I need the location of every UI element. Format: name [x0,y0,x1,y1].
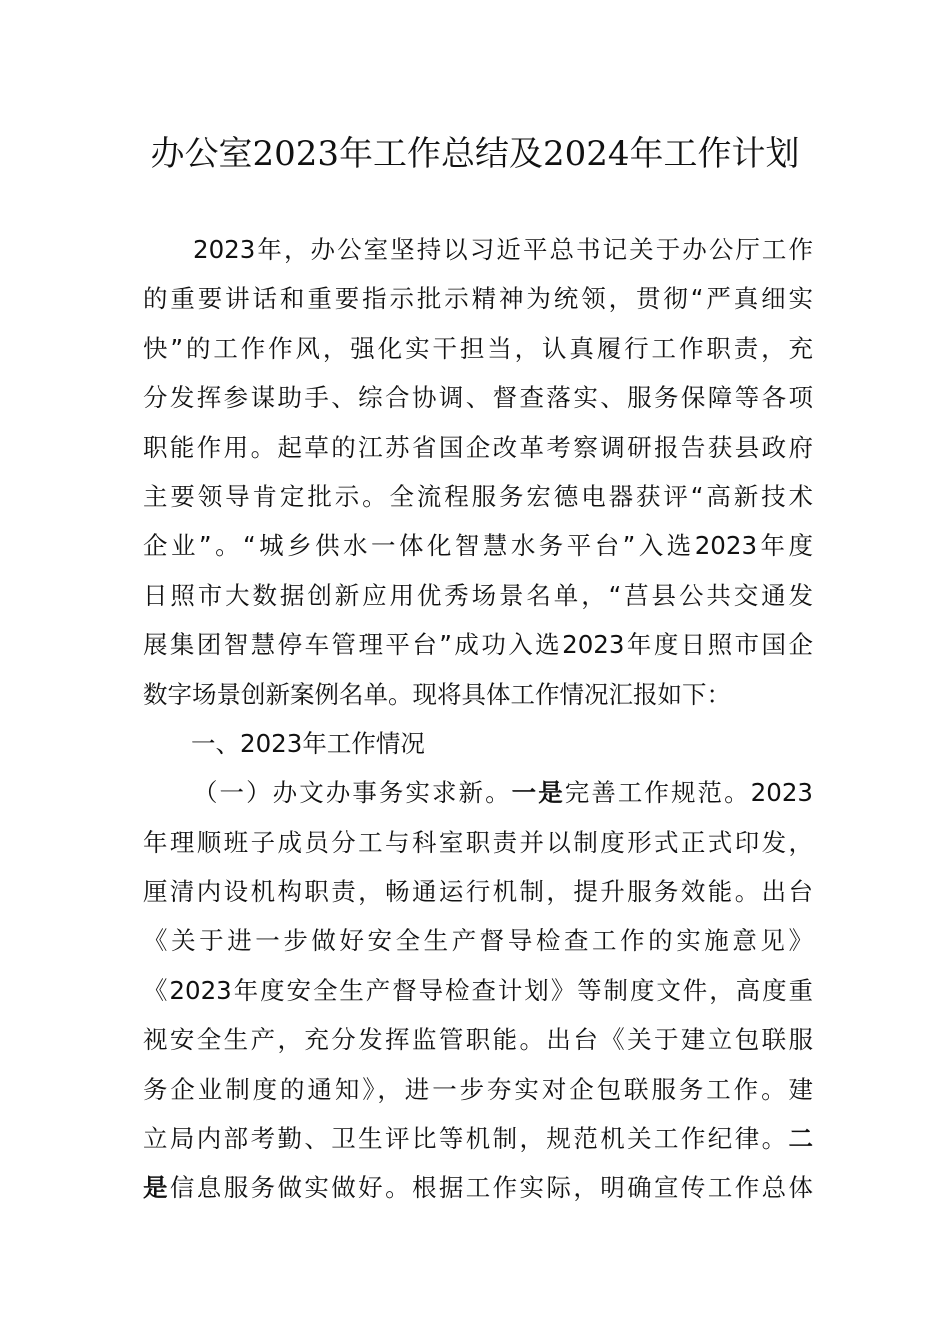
intro-line-10: 数字场景创新案例名单。现将具体工作情况汇报如下： [143,679,731,709]
subsection-line-2: 年理顺班子成员分工与科室职责并以制度形式正式印发， [143,827,813,857]
intro-line-2: 的重要讲话和重要指示批示精神为统领，贯彻“严真细实 [143,284,813,314]
point-label-one: 一是 [511,778,565,808]
subsection-line-9-rest: 信息服务做实做好。根据工作实际，明确宣传工作总体 [169,1173,813,1203]
subsection-line-7: 务企业制度的通知》，进一步夯实对企包联服务工作。建 [143,1074,813,1104]
subsection-title: （一）办文办事务实求新。 [193,778,512,808]
intro-line-3: 快”的工作作风，强化实干担当，认真履行工作职责，充 [143,333,813,363]
intro-line-1: 2023年，办公室坚持以习近平总书记关于办公厅工作 [193,235,813,264]
subsection-line-1-rest: 完善工作规范。2023 [564,778,813,808]
subsection-line-9 [143,1163,813,1212]
intro-line-6: 主要领导肯定批示。全流程服务宏德电器获评“高新技术 [143,481,813,511]
point-label-two-part2: 是 [143,1173,170,1203]
intro-line-9: 展集团智慧停车管理平台”成功入选2023年度日照市国企 [143,630,813,660]
intro-line-7: 企业”。“城乡供水一体化智慧水务平台”入选2023年度 [143,531,813,561]
intro-line-4: 分发挥参谋助手、综合协调、督查落实、服务保障等各项 [143,383,813,413]
point-label-two-part1: 二 [788,1124,813,1154]
subsection-line-6: 视安全生产，充分发挥监管职能。出台《关于建立包联服 [143,1025,813,1055]
intro-line-8: 日照市大数据创新应用优秀场景名单，“莒县公共交通发 [143,580,813,610]
intro-line-5: 职能作用。起草的江苏省国企改革考察调研报告获县政府 [143,432,813,462]
subsection-line-5: 《2023年度安全生产督导检查计划》等制度文件，高度重 [143,975,813,1005]
document-body [143,225,813,1213]
section-heading: 一、2023年工作情况 [191,728,425,758]
subsection-line-8 [143,1114,813,1163]
document-title: 办公室2023年工作总结及2024年工作计划 [150,134,800,174]
subsection-line-4: 《关于进一步做好安全生产督导检查工作的实施意见》 [143,926,813,956]
subsection-line-8-text: 立局内部考勤、卫生评比等机制，规范机关工作纪律。 [143,1124,789,1154]
subsection-line-3: 厘清内设机构职责，畅通运行机制，提升服务效能。出台 [143,877,813,907]
subsection-line-1 [143,768,813,817]
